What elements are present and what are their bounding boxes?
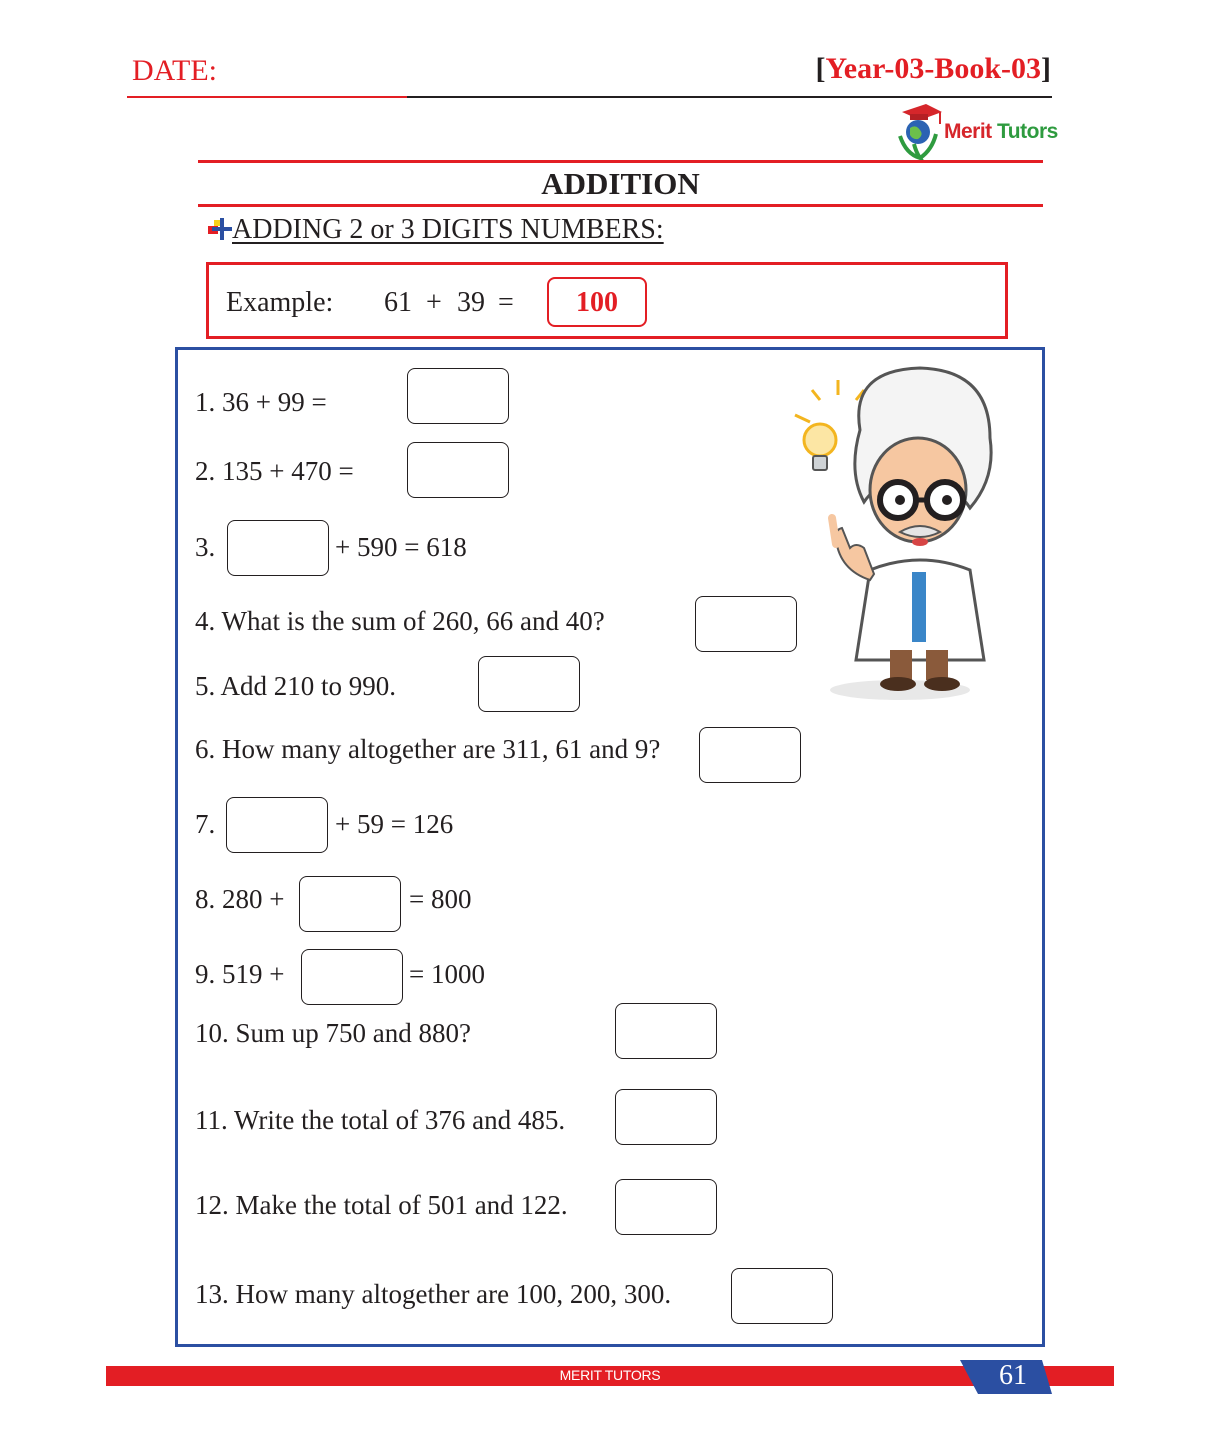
footer-brand: MERIT TUTORS [559, 1367, 661, 1383]
question-9-prefix: 9. 519 + [195, 959, 285, 989]
question-7-prefix: 7. [195, 809, 216, 839]
question-5-text: 5. Add 210 to 990. [195, 671, 397, 701]
merit-tutors-logo [896, 102, 1056, 162]
logo-word-merit: Merit [944, 120, 992, 143]
question-6-answer-box[interactable] [699, 727, 801, 783]
question-3-answer-box[interactable] [227, 520, 329, 576]
example-plus: + [426, 287, 442, 318]
book-code-text: Year-03-Book-03 [825, 52, 1041, 85]
book-code [815, 52, 1051, 86]
question-9-suffix: = 1000 [409, 959, 485, 989]
question-13-text: 13. How many altogether are 100, 200, 300. [195, 1279, 672, 1309]
question-11-text: 11. Write the total of 376 and 485. [195, 1105, 566, 1135]
question-4-text: 4. What is the sum of 260, 66 and 40? [195, 606, 605, 636]
question-12-answer-box[interactable] [615, 1179, 717, 1235]
header-divider-red [127, 96, 407, 98]
question-10-answer-box[interactable] [615, 1003, 717, 1059]
example-label: Example: [226, 287, 334, 318]
example-operand-1: 61 [384, 287, 412, 318]
question-7-suffix: + 59 = 126 [335, 809, 454, 839]
question-7-answer-box[interactable] [226, 797, 328, 853]
question-12-text: 12. Make the total of 501 and 122. [195, 1190, 568, 1220]
question-4-answer-box[interactable] [695, 596, 797, 652]
section-title: ADDITION [541, 166, 700, 201]
subheading [206, 214, 664, 246]
question-3-suffix: + 590 = 618 [335, 532, 467, 562]
question-3-prefix: 3. [195, 532, 216, 562]
example-answer-box: 100 [547, 277, 647, 327]
scientist-illustration [740, 350, 1040, 710]
book-code-bracket-close: ] [1041, 52, 1051, 85]
question-10-text: 10. Sum up 750 and 880? [195, 1018, 471, 1048]
questions-box [175, 347, 1045, 1347]
title-rule-top [198, 160, 1043, 163]
question-2-answer-box[interactable] [407, 442, 509, 498]
page-number: 61 [999, 1360, 1027, 1391]
question-6-text: 6. How many altogether are 311, 61 and 9? [195, 734, 661, 764]
question-9-answer-box[interactable] [301, 949, 403, 1005]
logo-text [944, 120, 1058, 144]
date-label: DATE: [132, 54, 217, 87]
book-code-bracket-open: [ [815, 52, 826, 85]
question-11-answer-box[interactable] [615, 1089, 717, 1145]
question-1-answer-box[interactable] [407, 368, 509, 424]
header-divider-dark [407, 96, 1052, 98]
question-13-answer-box[interactable] [731, 1268, 833, 1324]
example-operand-2: 39 [457, 287, 485, 318]
question-5-answer-box[interactable] [478, 656, 580, 712]
question-8-prefix: 8. 280 + [195, 884, 285, 914]
question-2-text: 2. 135 + 470 = [195, 456, 354, 486]
question-8-answer-box[interactable] [299, 876, 401, 932]
example-box [206, 262, 1008, 339]
example-equals: = [498, 287, 514, 318]
title-rule-bottom [198, 204, 1043, 207]
question-8-suffix: = 800 [409, 884, 472, 914]
globe-graduation-cap-icon [896, 102, 944, 162]
subheading-label: ADDING 2 or 3 DIGITS NUMBERS: [232, 214, 664, 245]
question-1-text: 1. 36 + 99 = [195, 387, 327, 417]
plus-bullet-icon [206, 216, 234, 244]
logo-word-tutors: Tutors [997, 120, 1058, 143]
